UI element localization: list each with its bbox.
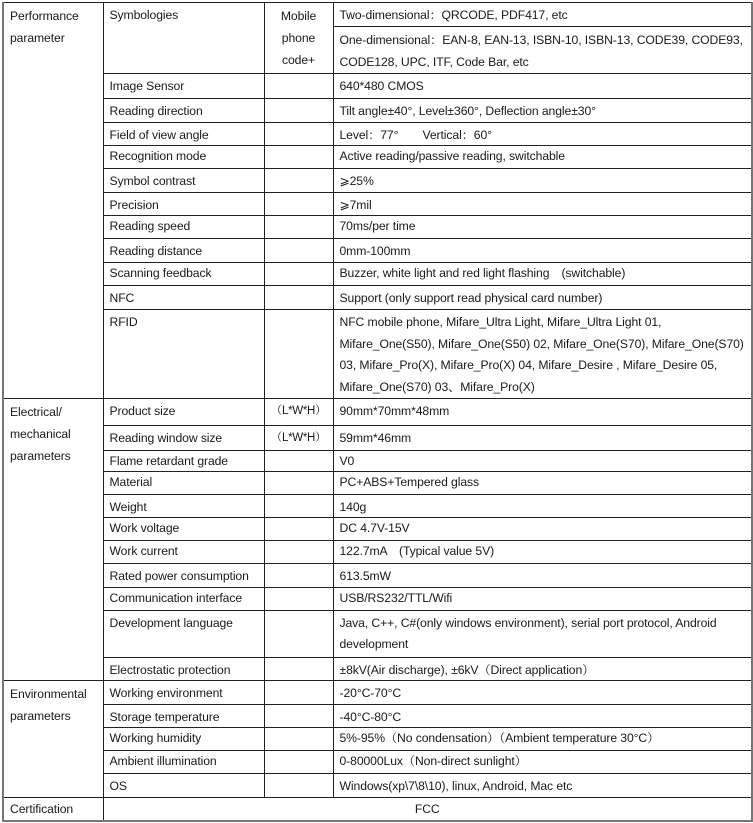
table-row [3,123,752,146]
param-cell [103,310,264,399]
param-cell [103,518,264,541]
spec-table [2,2,753,822]
param-label: Work voltage [109,521,180,535]
group-label: Performance parameter [10,9,79,45]
empty-cell [264,705,333,728]
group-label: Electrical/ mechanical parameters [10,405,71,463]
value-text: -20°C-70°C [339,686,402,700]
value-text: Active reading/passive reading, switchable [339,149,565,163]
param-cell [103,658,264,681]
value-cell [333,239,752,263]
empty-cell [264,681,333,705]
param-label: Communication interface [109,591,243,605]
table-row [3,588,752,611]
table-row [3,541,752,564]
value-cell [333,74,752,99]
table-row [3,99,752,123]
empty-cell [264,123,333,146]
value-cell [333,774,752,798]
param-cell [103,495,264,518]
empty-cell [264,472,333,495]
value-cell [333,472,752,495]
param-label: Image Sensor [109,79,185,93]
param-label: Precision [109,198,159,212]
value-cell [333,451,752,472]
empty-cell [264,263,333,286]
param-cell [103,123,264,146]
param-label: Symbologies [109,8,179,22]
param-cell [103,216,264,239]
empty-cell [264,451,333,472]
value-text: 613.5mW [339,569,391,583]
group-label: Environmental parameters [10,687,87,723]
param-label: Ambient illumination [109,754,217,768]
param-label: Field of view angle [109,128,209,142]
param-label: Storage temperature [109,710,220,724]
dimension-note-cell [264,399,333,426]
value-cell [333,588,752,611]
param-cell [103,286,264,310]
value-cell [333,658,752,681]
empty-cell [264,193,333,216]
param-label: Material [109,475,153,489]
value-cell [333,3,752,27]
param-cell [103,169,264,193]
value-cell [333,751,752,774]
param-label: Working humidity [109,731,202,745]
value-text: ⩾25% [339,174,374,188]
group-environmental [3,681,103,798]
param-label: Rated power consumption [109,569,249,583]
table-row [3,169,752,193]
value-cell [333,399,752,426]
empty-cell [264,310,333,399]
table-row [3,239,752,263]
param-label: Reading speed [109,219,191,233]
table-row [3,399,752,426]
value-cell [333,27,752,74]
value-text: 90mm*70mm*48mm [339,404,450,418]
param-cell [103,426,264,451]
empty-cell [264,286,333,310]
table-row [3,518,752,541]
param-cell [103,541,264,564]
param-cell [103,239,264,263]
table-row [3,146,752,169]
value-cell [333,705,752,728]
param-label: Work current [109,544,178,558]
param-label: Working environment [109,686,223,700]
value-text: USB/RS232/TTL/Wifi [339,591,453,605]
table-row [3,751,752,774]
value-cell [333,263,752,286]
table-row [3,3,752,27]
param-label: Reading distance [109,244,203,258]
param-cell [103,74,264,99]
value-text: NFC mobile phone, Mifare_Ultra Light, Mifare_Ultra Light 01, Mifare_One(S50), Mifare_One(S50) 02, Mifare_One(S70), Mifare_One(S70) 03, Mifare_Pro(X), Mifare_Pro(X) 04, Mifare_Desire , Mifare_Desire 05, Mifare_One(S70) 03、Mifare_Pro(X) [339,315,744,394]
value-text: 59mm*46mm [339,431,412,445]
value-text: -40°C-80°C [339,710,402,724]
param-label: Reading window size [109,431,223,445]
param-cell [103,728,264,751]
param-label: Weight [109,500,147,514]
param-label: Product size [109,404,176,418]
value-text: DC 4.7V-15V [339,521,410,535]
table-row [3,705,752,728]
value-text: Java, C++, C#(only windows environment), serial port protocol, Android development [339,616,717,651]
table-row [3,286,752,310]
param-label: RFID [109,315,138,329]
param-cell [103,705,264,728]
value-text: ⩾7mil [339,198,372,212]
value-cell [333,681,752,705]
value-text: 122.7mA (Typical value 5V) [339,544,495,558]
value-text: 0-80000Lux（Non-direct sunlight） [339,754,527,768]
value-text: Two-dimensional：QRCODE, PDF417, etc [339,8,568,22]
empty-cell [264,216,333,239]
empty-cell [264,146,333,169]
param-cell [103,774,264,798]
value-cell [333,286,752,310]
group-certification [3,798,103,822]
value-text: 640*480 CMOS [339,79,424,93]
empty-cell [264,728,333,751]
value-text: 70ms/per time [339,219,416,233]
table-row [3,658,752,681]
value-text: Tilt angle±40°, Level±360°, Deflection angle±30° [339,104,596,118]
empty-cell [264,495,333,518]
param-label: Recognition mode [109,149,207,163]
param-label: Electrostatic protection [109,663,231,677]
table-row [3,74,752,99]
value-cell [333,495,752,518]
empty-cell [264,74,333,99]
table-row [3,774,752,798]
value-cell [333,193,752,216]
param-cell [103,611,264,658]
value-text: 140g [339,500,367,514]
empty-cell [264,239,333,263]
param-cell [103,564,264,588]
value-cell [333,611,752,658]
table-row [3,216,752,239]
empty-cell [264,169,333,193]
empty-cell [264,751,333,774]
table-row [3,310,752,399]
value-text: Support (only support read physical card number) [339,291,603,305]
value-cell [333,518,752,541]
param-cell [103,472,264,495]
certification-value: FCC [414,802,440,816]
param-cell [103,751,264,774]
param-label: Symbol contrast [109,174,196,188]
empty-cell [264,518,333,541]
value-cell [333,728,752,751]
table-row [3,728,752,751]
value-cell [333,310,752,399]
mobile-phone-code-cell [264,3,333,74]
table-row [3,263,752,286]
param-cell [103,3,264,74]
table-row [3,681,752,705]
mobile-phone-code-label: Mobile phone code+ [280,9,317,67]
param-cell [103,588,264,611]
param-cell [103,451,264,472]
dimension-note-cell [264,426,333,451]
empty-cell [264,658,333,681]
value-cell [333,541,752,564]
param-cell [103,193,264,216]
param-cell [103,399,264,426]
group-performance [3,3,103,399]
value-cell [333,123,752,146]
table-row [3,426,752,451]
param-cell [103,146,264,169]
value-cell [333,146,752,169]
value-cell [333,426,752,451]
param-label: Scanning feedback [109,266,212,280]
value-cell [333,99,752,123]
table-row [3,451,752,472]
param-label: Flame retardant grade [109,454,228,468]
dimension-note: （L*W*H） [270,405,327,417]
param-label: NFC [109,291,135,305]
value-text: Windows(xp\7\8\10), linux, Android, Mac etc [339,779,573,793]
empty-cell [264,541,333,564]
param-label: Development language [109,616,233,630]
table-row [3,564,752,588]
empty-cell [264,99,333,123]
value-text: 0mm-100mm [339,244,411,258]
empty-cell [264,564,333,588]
table-row [3,193,752,216]
group-electrical [3,399,103,681]
param-cell [103,99,264,123]
value-cell [333,216,752,239]
table-row [3,798,752,822]
dimension-note: （L*W*H） [270,432,327,444]
param-label: Reading direction [109,104,203,118]
value-cell [333,169,752,193]
group-label: Certification [10,802,74,816]
empty-cell [264,611,333,658]
value-text: Buzzer, white light and red light flashing (switchable) [339,266,626,280]
param-cell [103,681,264,705]
value-text: V0 [339,454,355,468]
value-text: PC+ABS+Tempered glass [339,475,479,489]
value-text: 5%-95%（No condensation）（Ambient temperature 30°C） [339,731,660,745]
empty-cell [264,588,333,611]
value-text: Level：77° Vertical：60° [339,128,492,142]
table-row [3,495,752,518]
table-row [3,611,752,658]
param-label: OS [109,779,127,793]
table-row [3,472,752,495]
value-text: ±8kV(Air discharge), ±6kV（Direct application） [339,663,595,677]
empty-cell [264,774,333,798]
value-text: One-dimensional：EAN-8, EAN-13, ISBN-10, ISBN-13, CODE39, CODE93, CODE128, UPC, ITF, Code Bar, etc [339,33,743,69]
value-cell [333,564,752,588]
certification-value-cell [103,798,752,822]
param-cell [103,263,264,286]
